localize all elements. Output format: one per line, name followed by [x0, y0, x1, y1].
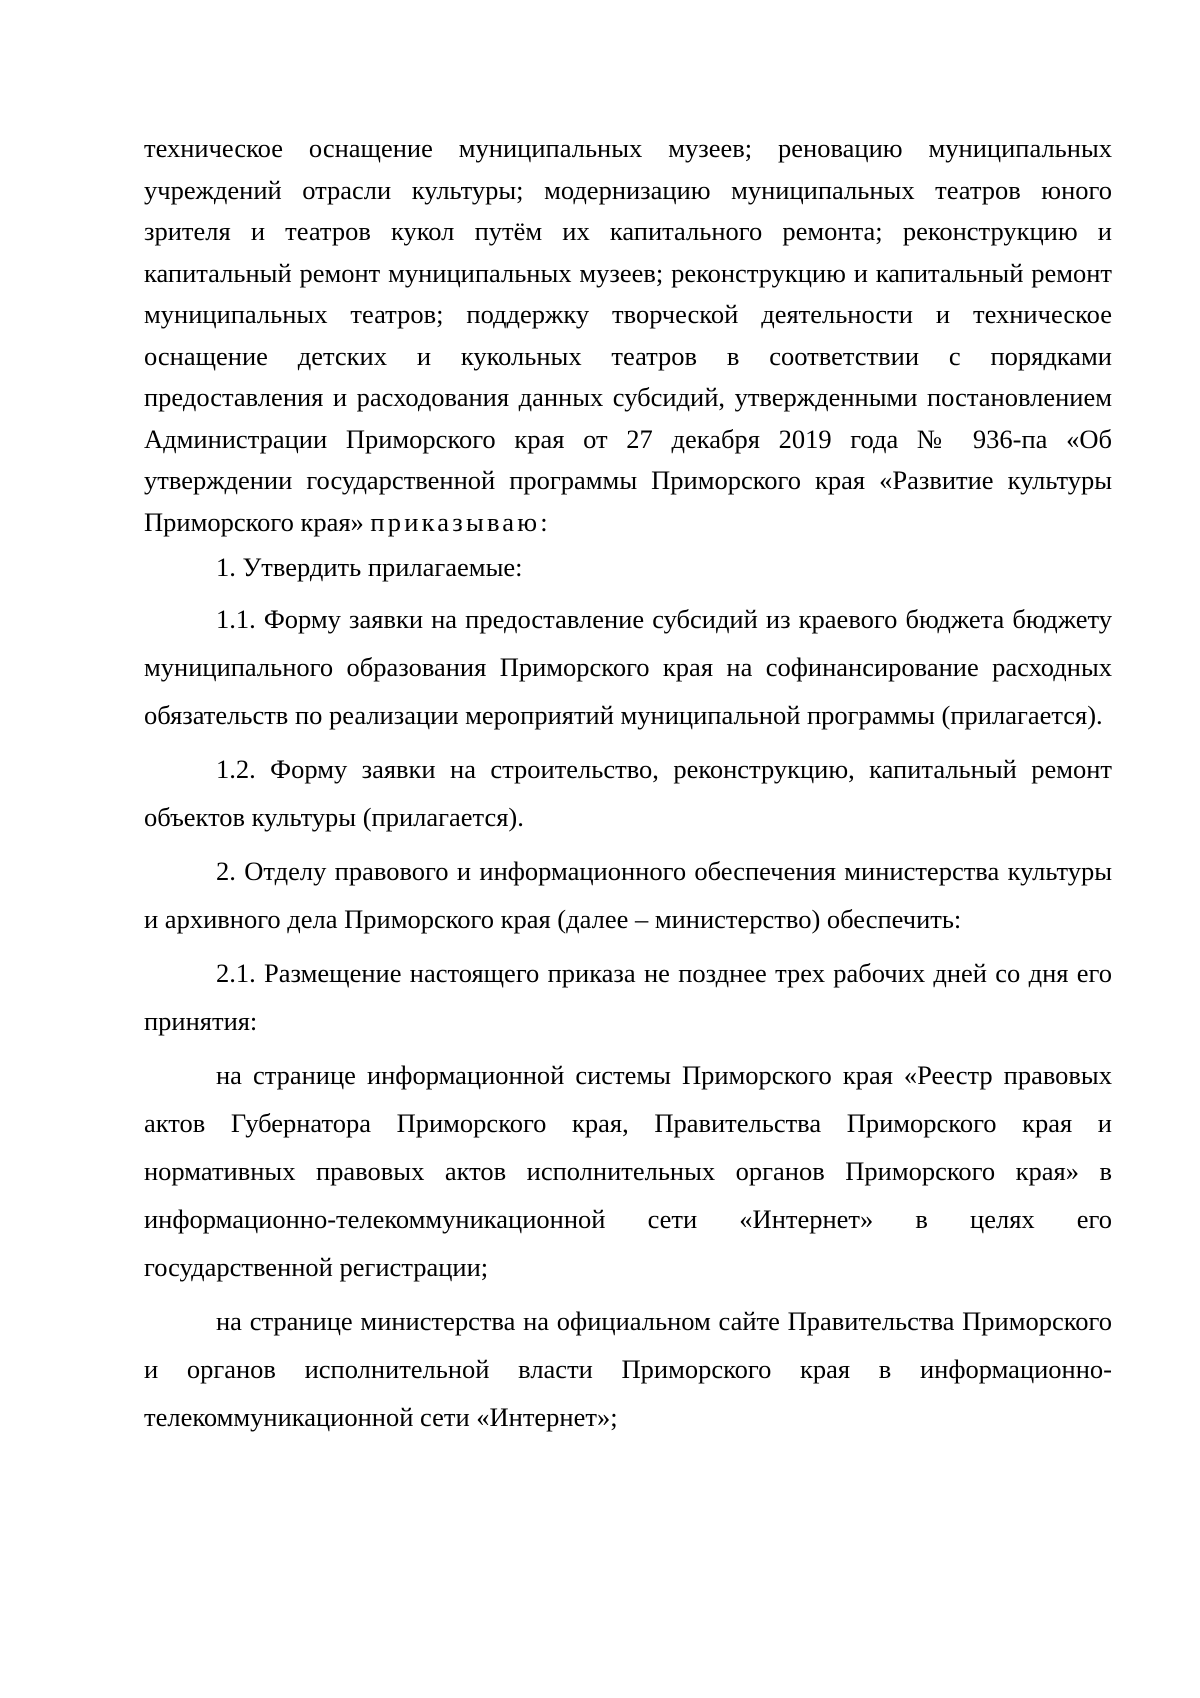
item-1-1: 1.1. Форму заявки на предоставление субсидий из краевого бюджета бюджету муниципального образования Приморского края на софинансирование расходных обязательств по реализации мероприятий муниципальной программы (прилагается). [144, 603, 1112, 730]
item-1: 1. Утвердить прилагаемые: [216, 552, 523, 582]
item-2-1: 2.1. Размещение настоящего приказа не позднее трех рабочих дней со дня его принятия: [144, 957, 1112, 1036]
intro-text: техническое оснащение муниципальных музеев; реновацию муниципальных учреждений отрасли культуры; модернизацию муниципальных театров юного зрителя и театров кукол путём их капитального ремонта; реконструкцию и капитальный ремонт муниципальных музеев; реконструкцию и капитальный ремонт муниципальных театров; поддержку творческой деятельности и техническое оснащение детских и кукольных театров в соответствии с порядками предоставления и расходования данных субсидий, утвержденными постановлением Администрации Приморского края от 27 декабря 2019 года № 936-па «Об утверждении государственной программы Приморского края «Развитие культуры Приморского края» [144, 133, 1112, 537]
intro-paragraph [144, 128, 1112, 543]
subitem-ministry-site: на странице министерства на официальном сайте Правительства Приморского и органов исполнительной власти Приморского края в информационно-телекоммуникационной сети «Интернет»; [144, 1305, 1112, 1432]
order-word: приказываю [370, 506, 541, 537]
document-body [144, 128, 1112, 1441]
order-colon: : [540, 506, 548, 537]
item-2: 2. Отделу правового и информационного обеспечения министерства культуры и архивного дела Приморского края (далее – министерство) обеспечить: [144, 855, 1112, 934]
subitem-registry: на странице информационной системы Приморского края «Реестр правовых актов Губернатора Приморского края, Правительства Приморского края и нормативных правовых актов исполнительных органов Приморского края» в информационно-телекоммуникационной сети «Интернет» в целях его государственной регистрации; [144, 1059, 1112, 1282]
item-1-2: 1.2. Форму заявки на строительство, реконструкцию, капитальный ремонт объектов культуры (прилагается). [144, 753, 1112, 832]
